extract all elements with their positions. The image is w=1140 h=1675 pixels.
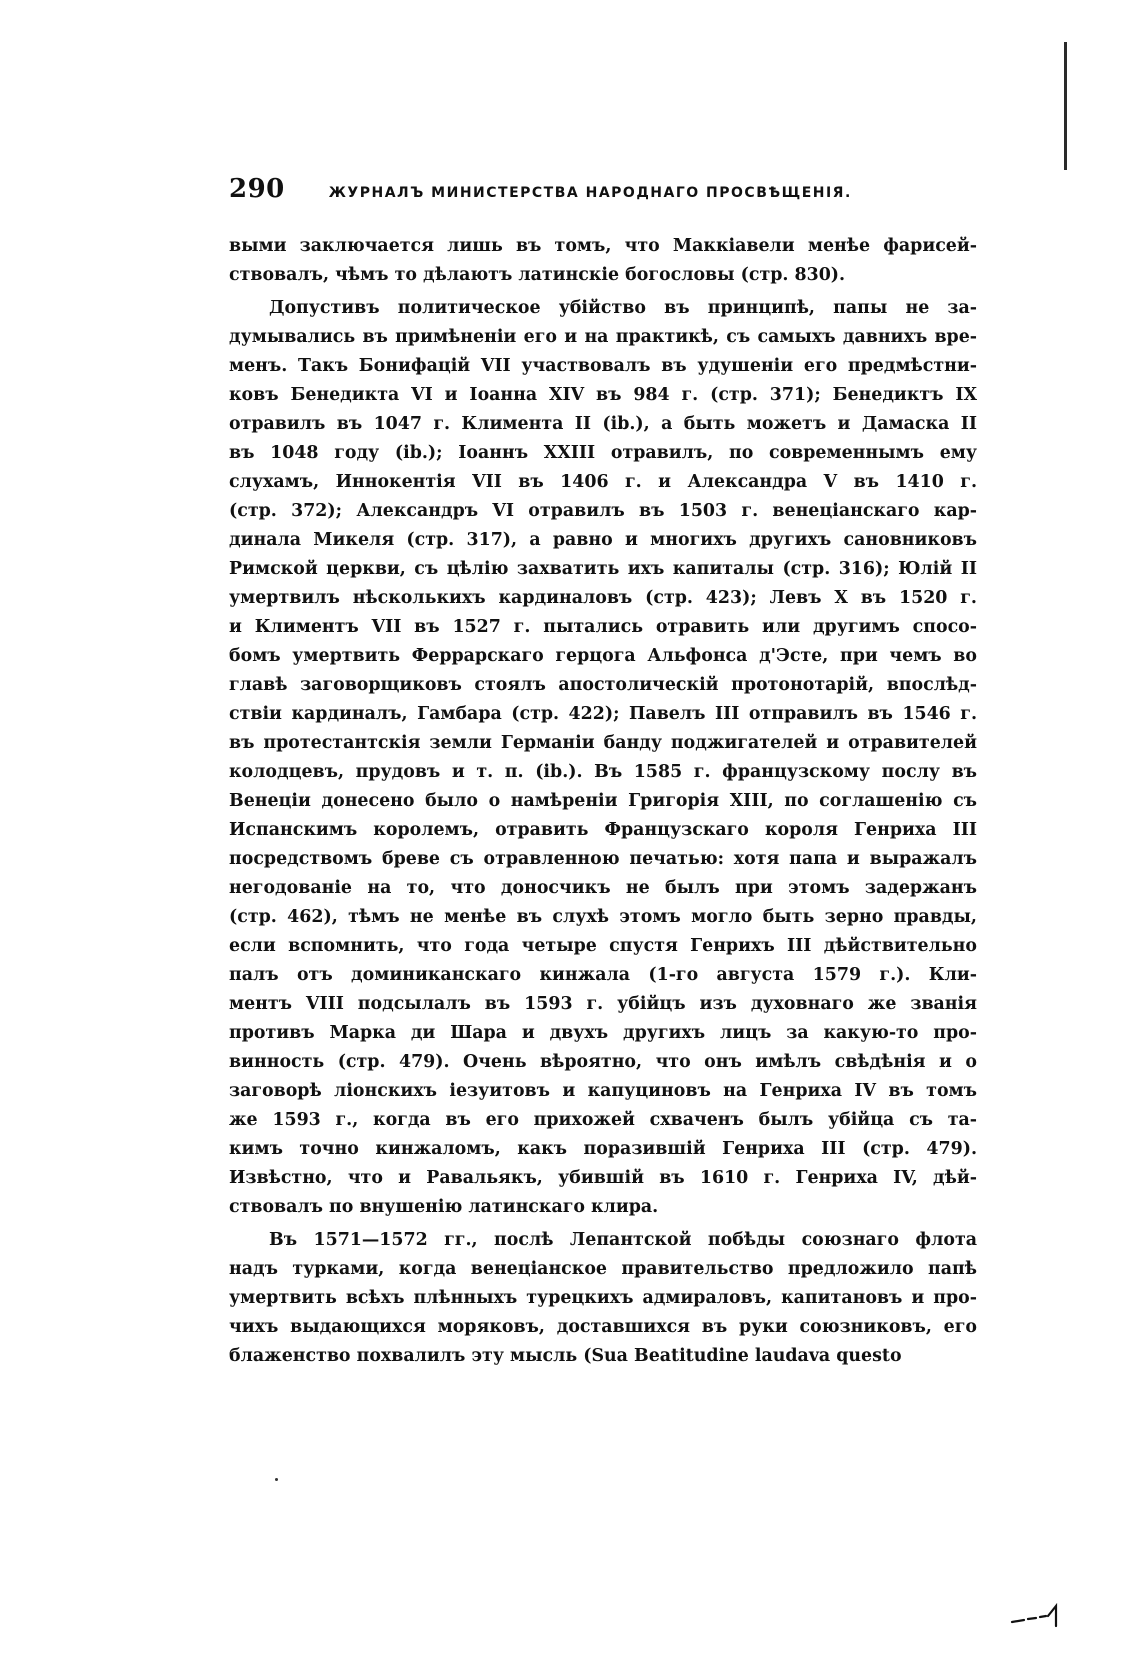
text-line: выми заключается лишь въ томъ, что Маккіавели менѣе фарисей- <box>229 236 977 256</box>
paragraph <box>229 232 977 290</box>
text-line: колодцевъ, прудовъ и т. п. (ib.). Въ 1585 г. французскому послу въ <box>229 762 977 782</box>
text-line: негодованіе на то, что доносчикъ не былъ при этомъ задержанъ <box>229 878 977 898</box>
text-line: посредствомъ бреве съ отравленною печатью: хотя папа и выражалъ <box>229 849 977 869</box>
text-line: слухамъ, Иннокентія VII въ 1406 г. и Александра V въ 1410 г. <box>229 472 977 492</box>
text-line: бомъ умертвить Феррарскаго герцога Альфонса д'Эсте, при чемъ во <box>229 646 977 666</box>
text-line: динала Микеля (стр. 317), а равно и многихъ другихъ сановниковъ <box>229 530 977 550</box>
text-line: же 1593 г., когда въ его прихожей схваченъ былъ убійца съ та- <box>229 1110 977 1130</box>
text-line: чихъ выдающихся моряковъ, доставшихся въ руки союзниковъ, его <box>229 1317 977 1337</box>
text-line: ментъ VIII подсылалъ въ 1593 г. убійцъ изъ духовнаго же званія <box>229 994 977 1014</box>
text-line: Въ 1571—1572 гг., послѣ Лепантской побѣды союзнаго флота <box>269 1230 977 1250</box>
text-line: (стр. 462), тѣмъ не менѣе въ слухѣ этомъ могло быть зерно правды, <box>229 907 977 927</box>
text-line: Венеціи донесено было о намѣреніи Григорія XIII, по соглашенію съ <box>229 791 977 811</box>
text-line: менъ. Такъ Бонифацій VII участвовалъ въ удушеніи его предмѣстни- <box>229 356 977 376</box>
text-line: блаженство похвалилъ эту мысль (Sua Beatitudine laudava questo <box>229 1346 902 1366</box>
corner-mark-icon <box>1010 1600 1060 1630</box>
page-number: 290 <box>229 174 285 204</box>
text-line: ковъ Бенедикта VI и Іоанна XIV въ 984 г. (стр. 371); Бенедиктъ IX <box>229 385 977 405</box>
text-line: надъ турками, когда венеціанское правительство предложило папѣ <box>229 1259 977 1279</box>
text-line: заговорѣ ліонскихъ іезуитовъ и капуциновъ на Генриха IV въ томъ <box>229 1081 977 1101</box>
text-line: въ протестантскія земли Германіи банду поджигателей и отравителей <box>229 733 977 753</box>
text-line: кимъ точно кинжаломъ, какъ поразившій Генриха III (стр. 479). <box>229 1139 977 1159</box>
text-line: думывались въ примѣненіи его и на практикѣ, съ самыхъ давнихъ вре- <box>229 327 977 347</box>
text-line: ствіи кардиналъ, Гамбара (стр. 422); Павелъ III отправилъ въ 1546 г. <box>229 704 977 724</box>
text-line: умертвить всѣхъ плѣнныхъ турецкихъ адмираловъ, капитановъ и про- <box>229 1288 977 1308</box>
text-line: Извѣстно, что и Равальякъ, убившій въ 1610 г. Генриха IV, дѣй- <box>229 1168 977 1188</box>
text-line: главѣ заговорщиковъ стоялъ апостолическій протонотарій, впослѣд- <box>229 675 977 695</box>
text-line: Допустивъ политическое убійство въ принципѣ, папы не за- <box>269 298 977 318</box>
text-line: умертвилъ нѣсколькихъ кардиналовъ (стр. 423); Левъ X въ 1520 г. <box>229 588 977 608</box>
running-head: ЖУРНАЛЪ МИНИСТЕРСТВА НАРОДНАГО ПРОСВѢЩЕНІЯ. <box>328 185 852 201</box>
text-line: Испанскимъ королемъ, отравить Французскаго короля Генриха III <box>229 820 977 840</box>
page-header <box>229 174 977 210</box>
text-line: отравилъ въ 1047 г. Климента II (ib.), а быть можетъ и Дамаска II <box>229 414 977 434</box>
ink-speck <box>275 1478 278 1481</box>
paragraph <box>229 294 977 1222</box>
text-line: Римской церкви, съ цѣлію захватить ихъ капиталы (стр. 316); Юлій II <box>229 559 977 579</box>
text-line: ствовалъ по внушенію латинскаго клира. <box>229 1197 659 1217</box>
text-line: противъ Марка ди Шара и двухъ другихъ лицъ за какую-то про- <box>229 1023 977 1043</box>
binding-rule <box>1064 42 1067 170</box>
body-text <box>229 232 977 1371</box>
text-line: винность (стр. 479). Очень вѣроятно, что онъ имѣлъ свѣдѣнія и о <box>229 1052 977 1072</box>
text-line: въ 1048 году (ib.); Іоаннъ XXIII отравилъ, по современнымъ ему <box>229 443 977 463</box>
text-line: ствовалъ, чѣмъ то дѣлаютъ латинскіе богословы (стр. 830). <box>229 265 846 285</box>
text-line: если вспомнить, что года четыре спустя Генрихъ III дѣйствительно <box>229 936 977 956</box>
text-line: и Климентъ VII въ 1527 г. пытались отравить или другимъ спосо- <box>229 617 977 637</box>
text-line: палъ отъ доминиканскаго кинжала (1-го августа 1579 г.). Кли- <box>229 965 977 985</box>
text-line: (стр. 372); Александръ VI отравилъ въ 1503 г. венеціанскаго кар- <box>229 501 977 521</box>
paragraph <box>229 1226 977 1371</box>
